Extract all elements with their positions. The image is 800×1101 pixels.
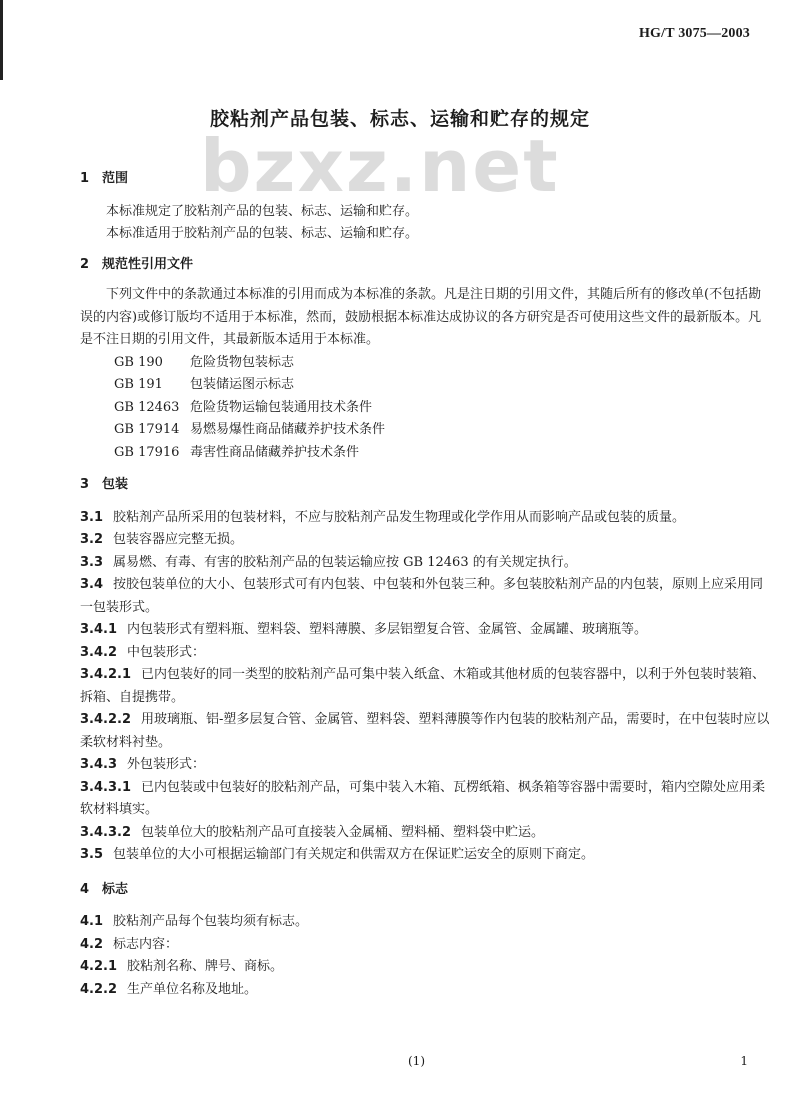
reference-code: GB 17916	[114, 444, 180, 460]
clause-item	[80, 934, 770, 957]
clause-text: 内包装形式有塑料瓶、塑料袋、塑料薄膜、多层铝塑复合管、金属管、金属罐、玻璃瓶等。	[127, 622, 648, 637]
clause-text: 生产单位名称及地址。	[127, 981, 258, 997]
clause-item	[80, 552, 770, 575]
clause-text: 标志内容：	[113, 936, 179, 952]
clause-number: 4.1	[80, 914, 104, 929]
clause-item	[80, 529, 770, 552]
reference-title: 易燃易爆性商品储藏养护技术条件	[190, 422, 386, 437]
clause-number: 3.4.2.1	[80, 667, 131, 682]
section-1-heading: 1 范围	[80, 171, 129, 186]
page-title: 胶粘剂产品包装、标志、运输和贮存的规定	[209, 108, 590, 130]
reference-title: 毒害性商品储藏养护技术条件	[190, 444, 360, 460]
clause-number: 3.4.3.2	[80, 824, 131, 840]
clause-text: 按胶包装单位的大小、包装形式可有内包装、中包装和外包装三种。多包装胶粘剂产品的内包装，原则上应采用同一包装形式。	[80, 577, 764, 615]
clause-item	[80, 574, 770, 619]
clause-text: 胶粘剂名称、牌号、商标。	[127, 959, 284, 974]
clause-number: 4.2	[80, 936, 104, 952]
reference-code: GB 191	[114, 377, 163, 392]
clause-item	[80, 979, 770, 1002]
clause-number: 3.2	[80, 532, 104, 547]
clause-number: 3.4.3	[80, 757, 118, 772]
document-body	[80, 168, 770, 1001]
clause-text: 已内包装好的同一类型的胶粘剂产品可集中装入纸盒、木箱或其他材质的包装容器中，以利于外包装时装箱、拆箱、自提携带。	[80, 667, 766, 705]
clause-number: 3.4.2	[80, 644, 118, 660]
reference-item	[80, 374, 770, 397]
clause-number: 3.4.3.1	[80, 779, 131, 795]
clause-text: 外包装形式：	[127, 757, 206, 772]
clause-text: 用玻璃瓶、铝-塑多层复合管、金属管、塑料袋、塑料薄膜等作内包装的胶粘剂产品，需要时，在中包装时应以柔软材料衬垫。	[80, 712, 770, 750]
clause-number: 3.4	[80, 577, 104, 592]
clause-item	[80, 642, 770, 665]
clause-text: 包装单位的大小可根据运输部门有关规定和供需双方在保证贮运安全的原则下商定。	[113, 847, 595, 862]
page-footer	[0, 1054, 800, 1074]
section-3-heading: 3 包装	[80, 477, 129, 492]
clause-item	[80, 507, 770, 530]
clause-text: 已内包装或中包装好的胶粘剂产品，可集中装入木箱、瓦楞纸箱、枫条箱等容器中需要时，箱内空隙处应用柔软材料填实。	[80, 779, 766, 817]
clause-item	[80, 709, 770, 754]
clause-item	[80, 844, 770, 867]
section-1-para-1: 本标准规定了胶粘剂产品的包装、标志、运输和贮存。	[106, 203, 419, 219]
section-2-intro: 下列文件中的条款通过本标准的引用而成为本标准的条款。凡是注日期的引用文件，其随后所有的修改单(不包括勘误的内容)或修订版均不适用于本标准，然而，鼓励根据本标准达成协议的各方研究是否可使用这些文件的最新版本。凡是不注日期的引用文件，其最新版本适用于本标准。	[80, 287, 762, 347]
clause-number: 3.5	[80, 847, 104, 862]
reference-code: GB 12463	[114, 399, 180, 415]
clause-item	[80, 777, 770, 822]
section-2-heading: 2 规范性引用文件	[80, 256, 194, 272]
clause-item	[80, 619, 770, 642]
clause-text: 属易燃、有毒、有害的胶粘剂产品的包装运输应按 GB 12463 的有关规定执行。	[113, 554, 577, 570]
clause-number: 3.4.1	[80, 622, 118, 637]
section-1-para-2: 本标准适用于胶粘剂产品的包装、标志、运输和贮存。	[106, 226, 419, 241]
clause-text: 包装单位大的胶粘剂产品可直接装入金属桶、塑料桶、塑料袋中贮运。	[141, 824, 545, 840]
clause-number: 3.3	[80, 554, 104, 570]
watermark: bzxz.net	[200, 124, 560, 208]
clause-text: 中包装形式：	[127, 644, 206, 660]
section-4-heading: 4 标志	[80, 881, 129, 897]
clause-number: 3.4.2.2	[80, 712, 131, 727]
clause-text: 胶粘剂产品每个包装均须有标志。	[113, 914, 309, 929]
clause-item	[80, 956, 770, 979]
clause-item	[80, 911, 770, 934]
clause-number: 3.1	[80, 509, 104, 525]
reference-title: 包装储运图示标志	[190, 377, 295, 392]
reference-item	[80, 442, 770, 465]
reference-item	[80, 397, 770, 420]
reference-title: 危险货物包装标志	[190, 354, 295, 370]
standard-code: HG/T 3075—2003	[638, 26, 750, 41]
clause-number: 4.2.2	[80, 981, 118, 997]
clause-item	[80, 664, 770, 709]
footer-mark: (1)	[408, 1054, 425, 1068]
clause-item	[80, 822, 770, 845]
clause-number: 4.2.1	[80, 959, 118, 974]
reference-title: 危险货物运输包装通用技术条件	[190, 399, 373, 415]
scan-edge-mark	[0, 0, 3, 80]
clause-text: 包装容器应完整无损。	[113, 532, 244, 547]
reference-code: GB 17914	[114, 422, 180, 437]
reference-item	[80, 419, 770, 442]
reference-item	[80, 352, 770, 375]
reference-code: GB 190	[114, 354, 163, 370]
page-number: 1	[740, 1054, 748, 1068]
clause-item	[80, 754, 770, 777]
clause-text: 胶粘剂产品所采用的包装材料，不应与胶粘剂产品发生物理或化学作用从而影响产品或包装的质量。	[113, 509, 686, 525]
